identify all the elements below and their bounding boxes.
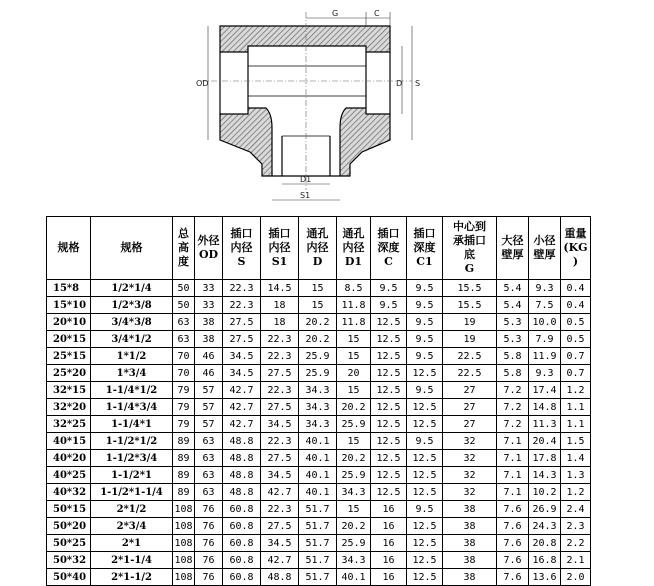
table-cell: 40.1 — [299, 433, 337, 450]
table-cell: 27 — [443, 399, 497, 416]
table-cell: 15 — [299, 280, 337, 297]
table-cell: 12.5 — [371, 416, 407, 433]
table-cell: 15.5 — [443, 280, 497, 297]
table-cell: 42.7 — [261, 552, 299, 569]
table-cell: 0.7 — [561, 365, 591, 382]
header-cell: 插口 内径 S — [223, 217, 261, 280]
table-cell: 12.5 — [371, 382, 407, 399]
table-cell: 34.5 — [261, 467, 299, 484]
table-cell: 89 — [173, 450, 195, 467]
table-cell: 22.3 — [223, 280, 261, 297]
table-cell: 7.5 — [529, 297, 561, 314]
table-cell: 12.5 — [407, 399, 443, 416]
table-cell: 20.2 — [337, 399, 371, 416]
table-cell: 9.3 — [529, 280, 561, 297]
table-cell: 51.7 — [299, 552, 337, 569]
table-cell: 70 — [173, 365, 195, 382]
header-cell: 插口 内径 S1 — [261, 217, 299, 280]
table-cell: 15 — [337, 501, 371, 518]
table-cell: 15.5 — [443, 297, 497, 314]
table-cell: 9.5 — [371, 280, 407, 297]
table-cell: 0.4 — [561, 297, 591, 314]
table-cell: 9.5 — [407, 331, 443, 348]
table-cell: 12.5 — [371, 433, 407, 450]
table-cell: 63 — [195, 467, 223, 484]
table-cell: 22.3 — [261, 501, 299, 518]
table-cell: 40*15 — [47, 433, 91, 450]
table-cell: 20.2 — [337, 518, 371, 535]
table-cell: 51.7 — [299, 501, 337, 518]
table-cell: 50*20 — [47, 518, 91, 535]
table-cell: 8.5 — [337, 280, 371, 297]
table-cell: 16 — [371, 518, 407, 535]
table-cell: 12.5 — [407, 365, 443, 382]
table-row — [47, 416, 591, 433]
table-cell: 33 — [195, 297, 223, 314]
table-cell: 10.2 — [529, 484, 561, 501]
table-cell: 0.5 — [561, 314, 591, 331]
dim-s1-label: S1 — [300, 191, 311, 200]
table-cell: 17.8 — [529, 450, 561, 467]
table-cell: 51.7 — [299, 518, 337, 535]
table-cell: 1-1/4*3/4 — [91, 399, 173, 416]
table-cell: 25.9 — [337, 416, 371, 433]
table-cell: 11.9 — [529, 348, 561, 365]
tee-body-section — [220, 26, 390, 176]
header-cell: 中心到 承插口 底 G — [443, 217, 497, 280]
table-cell: 25*15 — [47, 348, 91, 365]
table-cell: 89 — [173, 484, 195, 501]
table-cell: 50*40 — [47, 569, 91, 586]
table-cell: 76 — [195, 552, 223, 569]
header-cell: 插口 深度 C1 — [407, 217, 443, 280]
table-cell: 7.2 — [497, 416, 529, 433]
table-cell: 7.1 — [497, 433, 529, 450]
table-cell: 9.5 — [371, 297, 407, 314]
table-cell: 46 — [195, 365, 223, 382]
table-cell: 79 — [173, 416, 195, 433]
table-row — [47, 382, 591, 399]
table-cell: 11.3 — [529, 416, 561, 433]
dim-g-label: G — [332, 9, 339, 18]
table-row — [47, 467, 591, 484]
table-cell: 5.4 — [497, 297, 529, 314]
table-cell: 16 — [371, 535, 407, 552]
table-cell: 40.1 — [337, 569, 371, 586]
table-cell: 1.2 — [561, 484, 591, 501]
table-cell: 25*20 — [47, 365, 91, 382]
table-cell: 12.5 — [407, 484, 443, 501]
table-cell: 48.8 — [223, 433, 261, 450]
table-cell: 32*15 — [47, 382, 91, 399]
table-cell: 12.5 — [407, 450, 443, 467]
tee-fitting-drawing — [190, 4, 440, 216]
table-cell: 25.9 — [299, 365, 337, 382]
table-cell: 70 — [173, 348, 195, 365]
table-cell: 22.3 — [261, 348, 299, 365]
table-cell: 14.3 — [529, 467, 561, 484]
table-cell: 63 — [195, 484, 223, 501]
table-cell: 1-1/4*1 — [91, 416, 173, 433]
table-cell: 20.2 — [299, 314, 337, 331]
table-cell: 1-1/2*3/4 — [91, 450, 173, 467]
table-cell: 108 — [173, 552, 195, 569]
table-cell: 60.8 — [223, 552, 261, 569]
table-cell: 108 — [173, 535, 195, 552]
table-cell: 108 — [173, 518, 195, 535]
table-row — [47, 314, 591, 331]
table-cell: 2.3 — [561, 518, 591, 535]
table-cell: 7.1 — [497, 467, 529, 484]
table-cell: 1.3 — [561, 467, 591, 484]
table-cell: 2.1 — [561, 552, 591, 569]
table-cell: 32 — [443, 484, 497, 501]
table-cell: 0.5 — [561, 331, 591, 348]
table-row — [47, 552, 591, 569]
table-cell: 63 — [195, 450, 223, 467]
table-cell: 2.4 — [561, 501, 591, 518]
table-cell: 27.5 — [261, 518, 299, 535]
table-cell: 42.7 — [223, 399, 261, 416]
table-cell: 7.9 — [529, 331, 561, 348]
table-cell: 19 — [443, 314, 497, 331]
table-cell: 38 — [443, 501, 497, 518]
table-cell: 18 — [261, 297, 299, 314]
table-cell: 22.5 — [443, 348, 497, 365]
table-cell: 12.5 — [407, 535, 443, 552]
table-cell: 79 — [173, 382, 195, 399]
table-cell: 60.8 — [223, 501, 261, 518]
dim-d-label: D — [396, 79, 403, 88]
table-cell: 9.5 — [407, 382, 443, 399]
table-row — [47, 348, 591, 365]
table-cell: 12.5 — [371, 467, 407, 484]
table-cell: 2*1/2 — [91, 501, 173, 518]
table-cell: 16 — [371, 501, 407, 518]
table-cell: 9.3 — [529, 365, 561, 382]
table-header-row — [47, 217, 591, 280]
table-cell: 5.4 — [497, 280, 529, 297]
table-cell: 32 — [443, 433, 497, 450]
table-cell: 19 — [443, 331, 497, 348]
table-cell: 46 — [195, 348, 223, 365]
table-cell: 22.5 — [443, 365, 497, 382]
table-cell: 14.8 — [529, 399, 561, 416]
table-row — [47, 433, 591, 450]
table-cell: 63 — [195, 433, 223, 450]
table-cell: 7.1 — [497, 484, 529, 501]
table-cell: 63 — [173, 314, 195, 331]
header-cell: 通孔 内径 D — [299, 217, 337, 280]
table-cell: 1-1/2*1/2 — [91, 433, 173, 450]
header-cell: 规格 — [47, 217, 91, 280]
table-cell: 1.1 — [561, 399, 591, 416]
table-cell: 3/4*3/8 — [91, 314, 173, 331]
table-cell: 9.5 — [407, 433, 443, 450]
table-cell: 50*25 — [47, 535, 91, 552]
table-cell: 34.3 — [337, 484, 371, 501]
table-cell: 34.3 — [299, 399, 337, 416]
table-cell: 48.8 — [223, 484, 261, 501]
table-cell: 33 — [195, 280, 223, 297]
table-cell: 40*25 — [47, 467, 91, 484]
dim-s-label: S — [415, 79, 421, 88]
table-cell: 60.8 — [223, 535, 261, 552]
tee-spec-table — [46, 216, 591, 586]
table-cell: 12.5 — [407, 569, 443, 586]
table-cell: 12.5 — [371, 399, 407, 416]
table-cell: 17.4 — [529, 382, 561, 399]
table-cell: 1.4 — [561, 450, 591, 467]
table-row — [47, 331, 591, 348]
table-cell: 9.5 — [407, 297, 443, 314]
table-cell: 12.5 — [371, 450, 407, 467]
table-cell: 15 — [299, 297, 337, 314]
table-cell: 2*3/4 — [91, 518, 173, 535]
table-cell: 12.5 — [371, 365, 407, 382]
table-cell: 27.5 — [223, 331, 261, 348]
header-cell: 外径 OD — [195, 217, 223, 280]
table-cell: 60.8 — [223, 518, 261, 535]
table-cell: 12.5 — [371, 348, 407, 365]
table-cell: 12.5 — [407, 518, 443, 535]
table-cell: 38 — [443, 552, 497, 569]
table-cell: 3/4*1/2 — [91, 331, 173, 348]
table-row — [47, 484, 591, 501]
table-cell: 60.8 — [223, 569, 261, 586]
table-cell: 57 — [195, 416, 223, 433]
table-cell: 40*32 — [47, 484, 91, 501]
table-cell: 16 — [371, 569, 407, 586]
table-cell: 40.1 — [299, 450, 337, 467]
table-cell: 34.3 — [337, 552, 371, 569]
table-cell: 63 — [173, 331, 195, 348]
table-cell: 27.5 — [261, 399, 299, 416]
table-cell: 34.3 — [299, 382, 337, 399]
table-cell: 27 — [443, 382, 497, 399]
table-cell: 16.8 — [529, 552, 561, 569]
table-cell: 5.8 — [497, 365, 529, 382]
table-cell: 34.3 — [299, 416, 337, 433]
table-cell: 20.2 — [299, 331, 337, 348]
dim-c-label: C — [374, 9, 380, 18]
table-cell: 9.5 — [407, 501, 443, 518]
table-cell: 51.7 — [299, 535, 337, 552]
table-row — [47, 501, 591, 518]
table-cell: 12.5 — [371, 314, 407, 331]
table-cell: 5.8 — [497, 348, 529, 365]
table-cell: 20.4 — [529, 433, 561, 450]
table-cell: 48.8 — [223, 467, 261, 484]
table-cell: 25.9 — [299, 348, 337, 365]
table-cell: 42.7 — [223, 382, 261, 399]
table-cell: 12.5 — [371, 484, 407, 501]
table-cell: 48.8 — [261, 569, 299, 586]
table-cell: 20.8 — [529, 535, 561, 552]
table-cell: 2.2 — [561, 535, 591, 552]
table-cell: 38 — [443, 518, 497, 535]
table-cell: 15*10 — [47, 297, 91, 314]
table-cell: 0.4 — [561, 280, 591, 297]
table-cell: 25.9 — [337, 535, 371, 552]
table-cell: 15 — [337, 433, 371, 450]
table-cell: 50 — [173, 280, 195, 297]
table-cell: 22.3 — [223, 297, 261, 314]
table-row — [47, 535, 591, 552]
header-cell: 规格 — [91, 217, 173, 280]
table-cell: 9.5 — [407, 280, 443, 297]
table-cell: 20 — [337, 365, 371, 382]
table-cell: 40.1 — [299, 467, 337, 484]
table-cell: 11.8 — [337, 314, 371, 331]
table-cell: 5.3 — [497, 314, 529, 331]
table-cell: 12.5 — [407, 552, 443, 569]
table-cell: 1-1/4*1/2 — [91, 382, 173, 399]
table-cell: 5.3 — [497, 331, 529, 348]
table-cell: 27.5 — [261, 365, 299, 382]
table-cell: 40.1 — [299, 484, 337, 501]
table-cell: 42.7 — [261, 484, 299, 501]
table-cell: 27.5 — [223, 314, 261, 331]
table-cell: 22.3 — [261, 433, 299, 450]
table-cell: 22.3 — [261, 382, 299, 399]
table-cell: 42.7 — [223, 416, 261, 433]
table-cell: 32 — [443, 450, 497, 467]
table-cell: 26.9 — [529, 501, 561, 518]
table-cell: 11.8 — [337, 297, 371, 314]
table-cell: 34.5 — [261, 416, 299, 433]
dim-d1-label: D1 — [300, 175, 312, 184]
table-cell: 1*3/4 — [91, 365, 173, 382]
table-cell: 15 — [337, 382, 371, 399]
table-cell: 2*1 — [91, 535, 173, 552]
table-cell: 7.1 — [497, 450, 529, 467]
table-cell: 1.1 — [561, 416, 591, 433]
table-cell: 14.5 — [261, 280, 299, 297]
table-cell: 7.6 — [497, 518, 529, 535]
table-cell: 15 — [337, 348, 371, 365]
table-cell: 50 — [173, 297, 195, 314]
table-cell: 24.3 — [529, 518, 561, 535]
table-cell: 12.5 — [407, 416, 443, 433]
table-cell: 50*32 — [47, 552, 91, 569]
table-cell: 38 — [195, 331, 223, 348]
table-cell: 7.6 — [497, 501, 529, 518]
table-row — [47, 569, 591, 586]
table-cell: 2*1-1/2 — [91, 569, 173, 586]
table-cell: 40*20 — [47, 450, 91, 467]
table-cell: 50*15 — [47, 501, 91, 518]
table-cell: 32*20 — [47, 399, 91, 416]
table-cell: 89 — [173, 433, 195, 450]
table-cell: 34.5 — [223, 348, 261, 365]
table-row — [47, 399, 591, 416]
table-cell: 7.2 — [497, 382, 529, 399]
header-cell: 通孔 内径 D1 — [337, 217, 371, 280]
table-body — [47, 280, 591, 586]
table-row — [47, 450, 591, 467]
table-cell: 15*8 — [47, 280, 91, 297]
table-cell: 9.5 — [407, 348, 443, 365]
table-cell: 0.7 — [561, 348, 591, 365]
dim-od-label: OD — [196, 79, 209, 88]
header-cell: 小径 壁厚 — [529, 217, 561, 280]
table-cell: 1-1/2*1-1/4 — [91, 484, 173, 501]
header-cell: 总 高 度 — [173, 217, 195, 280]
table-cell: 27.5 — [261, 450, 299, 467]
table-cell: 89 — [173, 467, 195, 484]
table-cell: 1.2 — [561, 382, 591, 399]
table-cell: 15 — [337, 331, 371, 348]
table-cell: 1/2*3/8 — [91, 297, 173, 314]
table-cell: 12.5 — [407, 467, 443, 484]
table-row — [47, 280, 591, 297]
table-cell: 32*25 — [47, 416, 91, 433]
table-cell: 25.9 — [337, 467, 371, 484]
table-cell: 34.5 — [223, 365, 261, 382]
table-cell: 76 — [195, 501, 223, 518]
header-cell: 重量 (KG ) — [561, 217, 591, 280]
table-cell: 1-1/2*1 — [91, 467, 173, 484]
table-cell: 20.2 — [337, 450, 371, 467]
table-cell: 9.5 — [407, 314, 443, 331]
table-cell: 57 — [195, 382, 223, 399]
table-cell: 7.6 — [497, 552, 529, 569]
table-cell: 76 — [195, 535, 223, 552]
table-cell: 79 — [173, 399, 195, 416]
table-row — [47, 297, 591, 314]
table-cell: 10.0 — [529, 314, 561, 331]
table-cell: 18 — [261, 314, 299, 331]
table-cell: 108 — [173, 569, 195, 586]
table-cell: 38 — [443, 569, 497, 586]
table-cell: 2.0 — [561, 569, 591, 586]
table-cell: 13.6 — [529, 569, 561, 586]
table-cell: 38 — [443, 535, 497, 552]
table-cell: 1*1/2 — [91, 348, 173, 365]
table-cell: 76 — [195, 569, 223, 586]
table-cell: 7.2 — [497, 399, 529, 416]
table-cell: 108 — [173, 501, 195, 518]
table-cell: 20*10 — [47, 314, 91, 331]
table-cell: 27 — [443, 416, 497, 433]
table-cell: 76 — [195, 518, 223, 535]
table-cell: 2*1-1/4 — [91, 552, 173, 569]
table-cell: 51.7 — [299, 569, 337, 586]
table-cell: 32 — [443, 467, 497, 484]
table-cell: 48.8 — [223, 450, 261, 467]
table-row — [47, 518, 591, 535]
table-row — [47, 365, 591, 382]
table-cell: 20*15 — [47, 331, 91, 348]
table-cell: 7.6 — [497, 535, 529, 552]
header-cell: 大径 壁厚 — [497, 217, 529, 280]
table-cell: 12.5 — [371, 331, 407, 348]
table-cell: 38 — [195, 314, 223, 331]
header-cell: 插口 深度 C — [371, 217, 407, 280]
table-cell: 57 — [195, 399, 223, 416]
table-cell: 1.5 — [561, 433, 591, 450]
table-cell: 16 — [371, 552, 407, 569]
table-cell: 22.3 — [261, 331, 299, 348]
table-cell: 34.5 — [261, 535, 299, 552]
table-cell: 7.6 — [497, 569, 529, 586]
table-cell: 1/2*1/4 — [91, 280, 173, 297]
